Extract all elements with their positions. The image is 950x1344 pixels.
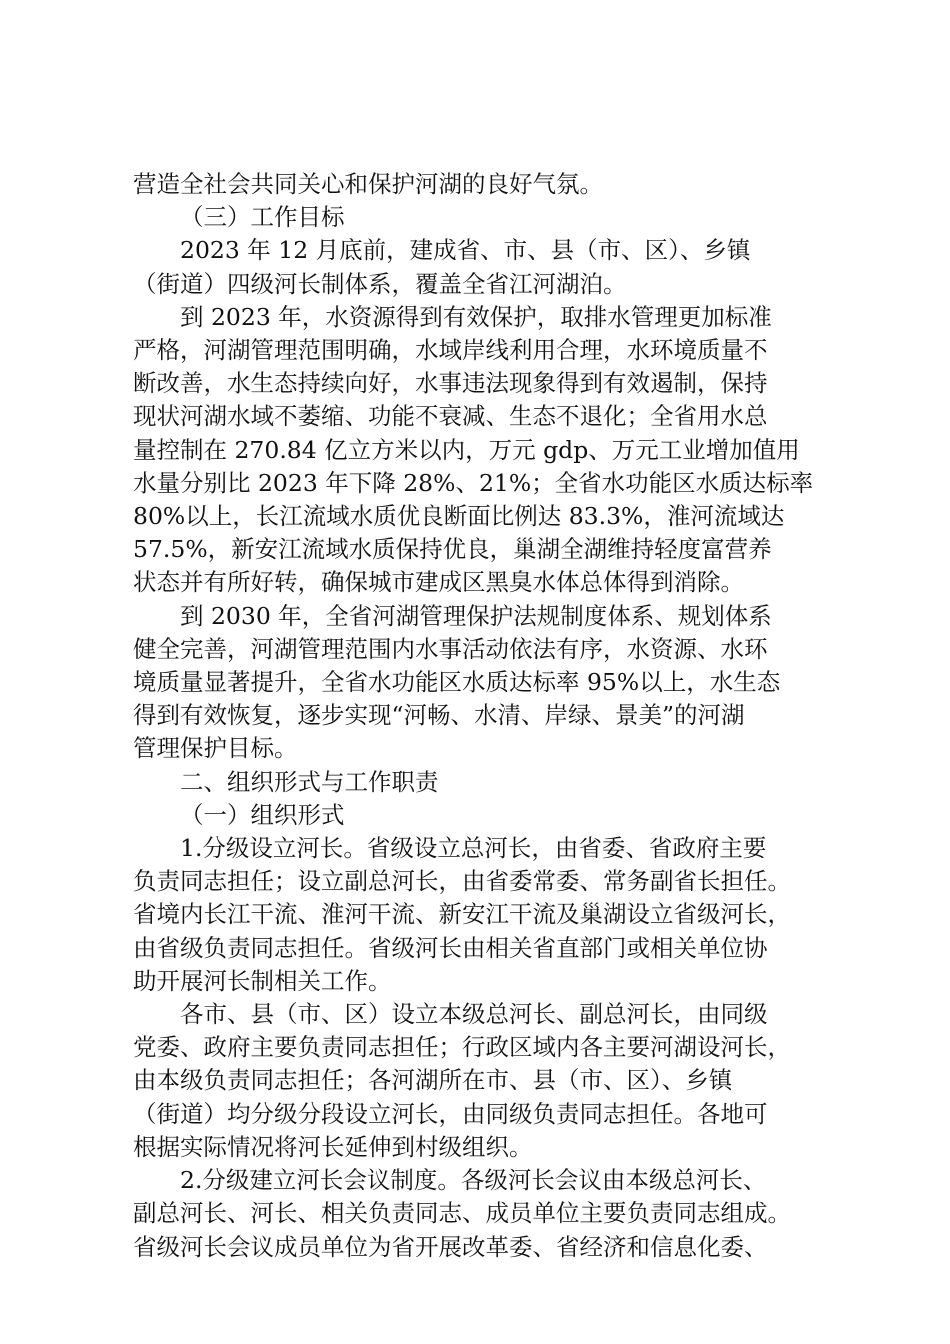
text-line: 根据实际情况将河长延伸到村级组织。: [133, 1132, 533, 1161]
text-line: 境质量显著提升，全省水功能区水质达标率 95%以上，水生态: [133, 668, 781, 697]
text-line: 营造全社会共同关心和保护河湖的良好气氛。: [133, 170, 603, 198]
text-line: 健全完善，河湖管理范围内水事活动依法有序，水资源、水环: [133, 634, 768, 663]
text-line: 断改善，水生态持续向好，水事违法现象得到有效遏制，保持: [133, 369, 768, 398]
text-line: 二、组织形式与工作职责: [180, 767, 439, 796]
paragraph-p5: [133, 600, 833, 766]
paragraph-p1: [133, 168, 833, 201]
paragraph-p4: [133, 301, 833, 600]
text-line: 1.分级设立河长。省级设立总河长，由省委、省政府主要: [180, 834, 767, 863]
paragraph-p10: [133, 1164, 833, 1264]
text-line: （街道）均分级分段设立河长，由同级负责同志担任。各地可: [133, 1099, 768, 1128]
text-line: 由本级负责同志担任；各河湖所在市、县（市、区）、乡镇: [133, 1066, 733, 1095]
text-line: 由省级负责同志担任。省级河长由相关省直部门或相关单位协: [133, 933, 768, 962]
text-line: 到 2023 年，水资源得到有效保护，取排水管理更加标准: [180, 302, 772, 331]
text-line: 2.分级建立河长会议制度。各级河长会议由本级总河长、: [180, 1166, 767, 1195]
paragraph-p8: [133, 832, 833, 998]
text-line: 到 2030 年，全省河湖管理保护法规制度体系、规划体系: [180, 601, 772, 630]
text-line: 现状河湖水域不萎缩、功能不衰减、生态不退化；全省用水总: [133, 402, 768, 431]
text-line: 省境内长江干流、淮河干流、新安江干流及巢湖设立省级河长，: [133, 900, 791, 929]
text-line: 副总河长、河长、相关负责同志、成员单位主要负责同志组成。: [133, 1199, 791, 1228]
text-line: 助开展河长制相关工作。: [133, 966, 392, 995]
text-line: 状态并有所好转，确保城市建成区黑臭水体总体得到消除。: [133, 568, 744, 597]
text-line: （三）工作目标: [180, 203, 345, 232]
text-line: 严格，河湖管理范围明确，水域岸线利用合理，水环境质量不: [133, 336, 768, 365]
paragraph-p7: [133, 799, 833, 832]
document-page: [133, 168, 833, 1264]
paragraph-p6: [133, 766, 833, 799]
text-line: 2023 年 12 月底前，建成省、市、县（市、区）、乡镇: [180, 236, 751, 265]
paragraph-p2: [133, 201, 833, 234]
text-line: 负责同志担任；设立副总河长，由省委常委、常务副省长担任。: [133, 867, 791, 896]
text-line: （街道）四级河长制体系，覆盖全省江河湖泊。: [133, 269, 627, 298]
text-line: 57.5%，新安江流域水质保持优良，巢湖全湖维持轻度富营养: [133, 535, 772, 564]
paragraph-p9: [133, 998, 833, 1164]
text-line: （一）组织形式: [180, 800, 345, 829]
text-line: 80%以上，长江流域水质优良断面比例达 83.3%，淮河流域达: [133, 502, 785, 531]
text-line: 量控制在 270.84 亿立方米以内，万元 gdp、万元工业增加值用: [133, 435, 800, 464]
paragraph-p3: [133, 234, 833, 300]
text-line: 各市、县（市、区）设立本级总河长、副总河长，由同级: [180, 1000, 768, 1029]
text-line: 管理保护目标。: [133, 734, 298, 763]
text-line: 党委、政府主要负责同志担任；行政区域内各主要河湖设河长，: [133, 1033, 791, 1062]
text-line: 省级河长会议成员单位为省开展改革委、省经济和信息化委、: [133, 1232, 768, 1261]
text-line: 水量分别比 2023 年下降 28%、21%；全省水功能区水质达标率: [133, 468, 814, 497]
text-line: 得到有效恢复，逐步实现“河畅、水清、岸绿、景美”的河湖: [133, 701, 745, 730]
